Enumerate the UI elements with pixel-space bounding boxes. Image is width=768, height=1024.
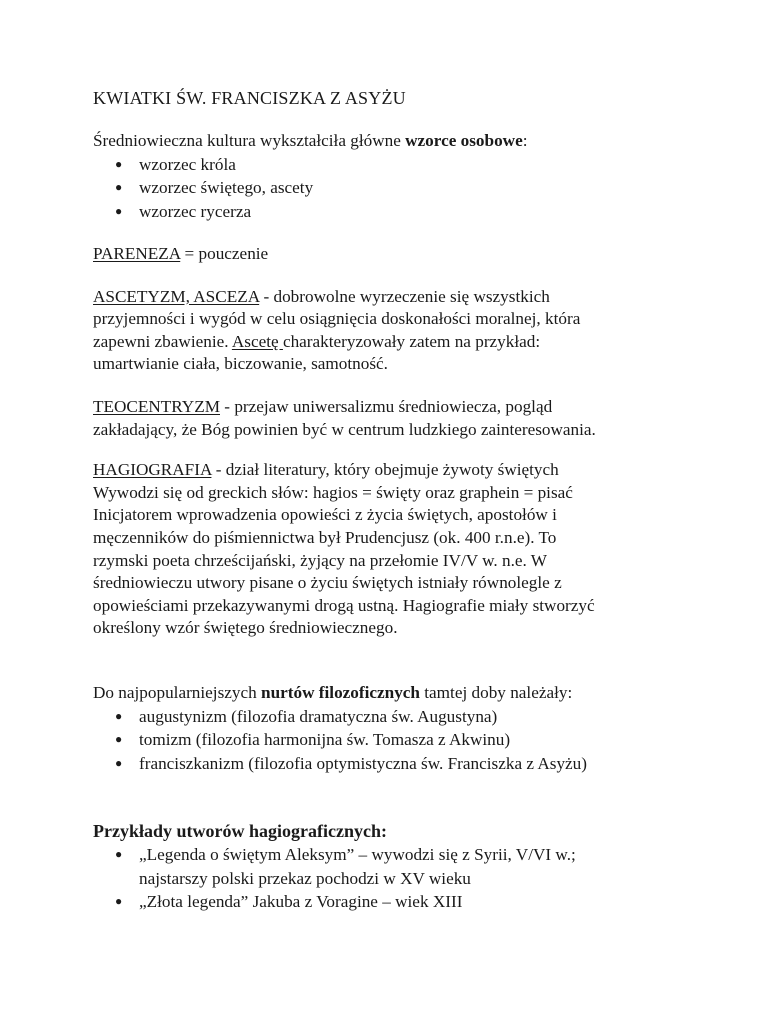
bullet-icon: ● xyxy=(115,847,123,862)
intro-text: Średniowieczna kultura wykształciła główne xyxy=(93,131,406,150)
ascetyzm-line3-pre: zapewni zbawienie. xyxy=(93,331,232,351)
bullet-icon: ● xyxy=(115,156,123,171)
bullet-icon: ● xyxy=(115,180,123,195)
intro-bold: wzorce osobowe xyxy=(405,131,523,150)
ascetyzm-line3-post: charakteryzowały zatem na przykład: xyxy=(282,331,541,351)
list-item-text: wzorzec rycerza xyxy=(139,201,252,221)
list-item xyxy=(93,890,703,914)
list-item-text: franciszkanizm (filozofia optymistyczna św. Franciszka z Asyżu) xyxy=(139,753,587,773)
hagiografia-term: HAGIOGRAFIA xyxy=(93,460,212,480)
nurty-suffix: tamtej doby należały: xyxy=(419,683,573,702)
teocentryzm-line2: zakładający, że Bóg powinien być w centrum ludzkiego zainteresowania. xyxy=(93,419,596,439)
nurty-paragraph xyxy=(93,682,703,705)
przyklady-heading: Przykłady utworów hagiograficznych: xyxy=(93,821,387,842)
list-item-text: tomizm (filozofia harmonijna św. Tomasza z Akwinu) xyxy=(139,730,511,750)
ascetyzm-line1: - dobrowolne wyrzeczenie się wszystkich xyxy=(259,286,550,306)
list-item-text: „Złota legenda” Jakuba z Voragine – wiek XIII xyxy=(139,892,463,912)
hagiografia-line: męczenników do piśmiennictwa był Prudencjusz (ok. 400 r.n.e). To xyxy=(93,528,557,548)
nurty-list xyxy=(93,705,703,776)
asceta-term: Ascetę xyxy=(231,331,283,351)
teocentryzm-line1: - przejaw uniwersalizmu średniowiecza, pogląd xyxy=(220,397,553,417)
list-item xyxy=(93,153,703,177)
list-item xyxy=(93,843,703,890)
list-item-text: najstarszy polski przekaz pochodzi w XV wieku xyxy=(139,868,471,888)
list-item xyxy=(93,200,703,224)
list-item-text: „Legenda o świętym Aleksym” – wywodzi się z Syrii, V/VI w.; xyxy=(139,845,576,865)
hagiografia-line: Inicjatorem wprowadzenia opowieści z życia świętych, apostołów i xyxy=(93,505,557,525)
ascetyzm-paragraph xyxy=(93,286,703,376)
document-page xyxy=(93,86,703,914)
nurty-text: Do najpopularniejszych xyxy=(93,683,262,702)
ascetyzm-term: ASCETYZM, ASCEZA xyxy=(93,286,260,306)
hagiografia-line: określony wzór świętego średniowiecznego. xyxy=(93,618,398,638)
pareneza-paragraph xyxy=(93,243,703,266)
list-item-text: wzorzec świętego, ascety xyxy=(139,178,314,198)
bullet-icon: ● xyxy=(115,203,123,218)
hagiografia-line1: - dział literatury, który obejmuje żywoty świętych xyxy=(211,460,559,480)
list-item-text: wzorzec króla xyxy=(139,154,236,174)
list-item xyxy=(93,752,703,776)
nurty-bold: nurtów filozoficznych xyxy=(261,683,420,702)
ascetyzm-line4: umartwianie ciała, biczowanie, samotność. xyxy=(93,354,388,374)
list-item xyxy=(93,176,703,200)
models-list xyxy=(93,153,703,224)
bullet-icon: ● xyxy=(115,732,123,747)
list-item xyxy=(93,705,703,729)
bullet-icon: ● xyxy=(115,708,123,723)
teocentryzm-term: TEOCENTRYZM xyxy=(93,397,220,417)
ascetyzm-line2: przyjemności i wygód w celu osiągnięcia doskonałości moralnej, która xyxy=(93,309,581,329)
hagiografia-line: średniowieczu utwory pisane o życiu świętych istniały równolegle z xyxy=(93,573,562,593)
pareneza-term: PARENEZA xyxy=(93,244,181,264)
hagiografia-line: Wywodzi się od greckich słów: hagios = święty oraz graphein = pisać xyxy=(93,482,573,502)
hagiografia-line: opowieściami przekazywanymi drogą ustną. Hagiografie miały stworzyć xyxy=(93,595,595,615)
intro-paragraph xyxy=(93,130,703,153)
list-item-text: augustynizm (filozofia dramatyczna św. Augustyna) xyxy=(139,706,498,726)
list-item xyxy=(93,728,703,752)
hagiografia-line: rzymski poeta chrześcijański, żyjący na przełomie IV/V w. n.e. W xyxy=(93,550,548,570)
intro-suffix: : xyxy=(522,131,528,150)
przyklady-list xyxy=(93,843,703,914)
teocentryzm-paragraph xyxy=(93,396,703,441)
pareneza-definition: = pouczenie xyxy=(180,244,269,264)
document-title: KWIATKI ŚW. FRANCISZKA Z ASYŻU xyxy=(93,88,406,108)
bullet-icon: ● xyxy=(115,894,123,909)
hagiografia-paragraph xyxy=(93,459,703,640)
bullet-icon: ● xyxy=(115,755,123,770)
